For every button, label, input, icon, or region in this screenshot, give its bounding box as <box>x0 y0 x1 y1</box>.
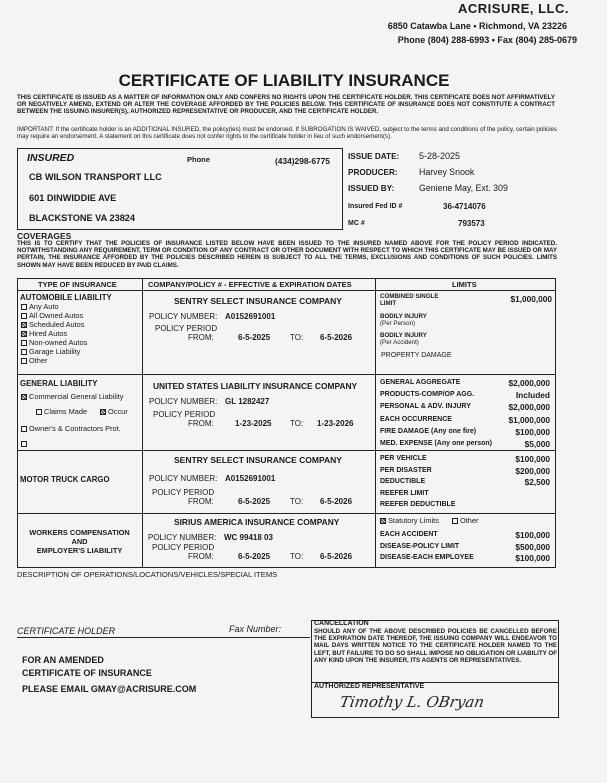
auto-option-scheduled: Scheduled Autos <box>21 320 87 329</box>
gl-policy-label: POLICY NUMBER: <box>149 397 218 406</box>
signature: Timothy L. OBryan <box>338 693 486 711</box>
limit-value: $200,000 <box>515 465 550 476</box>
checked-box-icon <box>380 518 386 524</box>
limit-value: Included <box>515 390 550 401</box>
cargo-policy-label: POLICY NUMBER: <box>149 474 218 483</box>
gl-policy-number: GL 1282427 <box>225 397 270 406</box>
header-limits: LIMITS <box>452 280 477 289</box>
limit-value: $2,000,000 <box>508 378 550 388</box>
important-notice: IMPORTANT: If the certificate holder is an ADDITIONAL INSURED, the policy(ies) must be endorsed. If SUBROGATION IS WAIVED, subject to the terms and conditions of the policy, certain policies may require an endorsement. A statement on this certificate does not confer rights to the certificate holder in lieu of such endorsement(s). <box>17 126 557 141</box>
auto-options <box>21 302 87 365</box>
limit-value: $2,500 <box>524 477 550 487</box>
limit-label: EACH ACCIDENT <box>380 531 438 538</box>
gl-from: 1-23-2025 <box>235 419 272 428</box>
auto-bi-person-sub: (Per Person) <box>380 320 416 327</box>
wc-from-label: FROM: <box>188 552 214 561</box>
issued-by-label: ISSUED BY: <box>348 184 395 193</box>
limit-value: $5,000 <box>524 439 550 449</box>
gl-owners: Owner's & Contractors Prot. <box>21 424 121 433</box>
gl-claims-made: Claims Made <box>36 407 87 416</box>
checkbox-icon <box>36 409 42 415</box>
checked-box-icon <box>100 409 106 415</box>
auto-company: SENTRY SELECT INSURANCE COMPANY <box>174 296 342 306</box>
issue-date-label: ISSUE DATE: <box>348 152 400 161</box>
coverages-heading: COVERAGES <box>17 231 72 241</box>
limit-label: REEFER DEDUCTIBLE <box>380 501 456 508</box>
checkbox-icon <box>21 313 27 319</box>
insured-phone-label: Phone <box>187 155 210 164</box>
fed-id: 36-4714076 <box>443 202 486 211</box>
holder-label: CERTIFICATE HOLDER <box>17 626 116 636</box>
fed-id-label: Insured Fed ID # <box>348 203 403 210</box>
limit-label: PRODUCTS-COMP/OP AGG. <box>380 391 475 399</box>
checkbox-icon <box>21 358 27 364</box>
limit-value: $500,000 <box>515 541 550 552</box>
wc-other: Other <box>452 516 478 525</box>
header-type: TYPE OF INSURANCE <box>38 280 117 289</box>
limit-label: DISEASE-POLICY LIMIT <box>380 542 460 550</box>
cargo-policy-number: A0152691001 <box>225 474 276 483</box>
checkbox-icon <box>452 518 458 524</box>
insured-phone: (434)298-6775 <box>275 156 330 166</box>
wc-title-line2: AND <box>71 537 88 546</box>
auto-csl-label: COMBINED SINGLE LIMIT <box>380 293 439 308</box>
cargo-from: 6-5-2025 <box>238 497 271 506</box>
insured-street: 601 DINWIDDIE AVE <box>29 193 117 203</box>
wc-title <box>17 528 142 555</box>
checked-box-icon <box>21 394 27 400</box>
cargo-to-label: TO: <box>290 497 304 506</box>
checkbox-icon <box>21 304 27 310</box>
checked-box-icon <box>21 322 27 328</box>
auto-csl-value: $1,000,000 <box>510 294 552 304</box>
auto-period-label: POLICY PERIOD <box>155 324 218 333</box>
holder-line3: PLEASE EMAIL GMAY@ACRISURE.COM <box>22 684 197 694</box>
limit-value: $100,000 <box>515 530 550 540</box>
gl-to-label: TO: <box>290 419 304 428</box>
limit-value: $1,000,000 <box>508 414 550 425</box>
limit-label: PERSONAL & ADV. INJURY <box>380 403 471 411</box>
issue-date: 5-28-2025 <box>419 151 461 161</box>
limit-label: FIRE DAMAGE (Any one fire) <box>380 427 477 435</box>
fax-label: Fax Number: <box>229 624 282 634</box>
header-company: COMPANY/POLICY # - EFFECTIVE & EXPIRATION DATES <box>148 280 352 289</box>
cargo-from-label: FROM: <box>188 497 214 506</box>
gl-period-label: POLICY PERIOD <box>153 410 216 419</box>
wc-to: 6-5-2026 <box>320 552 353 561</box>
gl-occur: Occur <box>100 407 128 416</box>
checked-box-icon <box>21 331 27 337</box>
holder-line2: CERTIFICATE OF INSURANCE <box>22 668 152 678</box>
auto-option-nonowned: Non-owned Autos <box>21 338 87 347</box>
gl-blank-option <box>21 439 29 448</box>
authorized-rep-label: AUTHORIZED REPRESENTATIVE <box>314 683 425 690</box>
wc-company: SIRIUS AMERICA INSURANCE COMPANY <box>174 517 340 527</box>
auto-from-label: FROM: <box>188 333 214 342</box>
coverages-text: THIS IS TO CERTIFY THAT THE POLICIES OF INSURANCE LISTED BELOW HAVE BEEN ISSUED TO THE INSURED NAMED ABOVE FOR THE POLICY PERIOD INDICATED. NOTWITHSTANDING ANY REQUIREMENT, TERM OR CONDITION OF ANY CONTRACT OR OTHER DOCUMENT WITH RESPECT TO WHICH THIS CERTIFICATE MAY BE ISSUED OR MAY PERTAIN, THE INSURANCE AFFORDED BY THE POLICIES DESCRIBED HEREIN IS SUBJECT TO ALL THE TERMS, EXCLUSIONS AND CONDITIONS OF SUCH POLICIES. LIMITS SHOWN MAY HAVE BEEN REDUCED BY PAID CLAIMS. <box>17 240 557 269</box>
checkbox-icon <box>21 426 27 432</box>
cancellation-text: SHOULD ANY OF THE ABOVE DESCRIBED POLICIES BE CANCELLED BEFORE THE EXPIRATION DATE THEREOF, THE ISSUING COMPANY WILL ENDEAVOR TO MAIL DAYS WRITTEN NOTICE TO THE CERTIFICATE HOLDER NAMED TO THE LEFT, BUT FAILURE TO DO SO SHALL IMPOSE NO OBLIGATION OR LIABILITY OF ANY KIND UPON THE INSURER, ITS AGENTS OR REPRESENTATIVES. <box>314 628 557 664</box>
limit-label: PER VEHICLE <box>380 455 427 462</box>
limit-value: $100,000 <box>515 553 550 563</box>
holder-line1: FOR AN AMENDED <box>22 655 104 665</box>
limit-label: GENERAL AGGREGATE <box>380 379 461 386</box>
issued-by: Geniene May, Ext. 309 <box>419 183 508 193</box>
cancellation-heading: CANCELLATION <box>314 620 369 627</box>
limit-label: MED. EXPENSE (Any one person) <box>380 440 493 447</box>
auto-option-garage: Garage Liability <box>21 347 87 356</box>
wc-period-label: POLICY PERIOD <box>152 543 215 552</box>
limit-value: $100,000 <box>515 454 550 464</box>
wc-to-label: TO: <box>290 552 304 561</box>
gl-to: 1-23-2026 <box>317 419 354 428</box>
certificate-title: CERTIFICATE OF LIABILITY INSURANCE <box>118 71 450 90</box>
checkbox-icon <box>21 349 27 355</box>
limit-label: DISEASE-EACH EMPLOYEE <box>380 554 474 561</box>
gl-title: GENERAL LIABILITY <box>20 379 98 388</box>
agency-name: ACRISURE, LLC. <box>458 1 569 16</box>
agency-phones: Phone (804) 288-6993 • Fax (804) 285-0679 <box>397 35 577 45</box>
agency-address: 6850 Catawba Lane • Richmond, VA 23226 <box>387 21 567 31</box>
description-label: DESCRIPTION OF OPERATIONS/LOCATIONS/VEHICLES/SPECIAL ITEMS <box>17 570 278 579</box>
auto-bi-accident-label: BODILY INJURY <box>380 332 427 339</box>
auto-option-hired: Hired Autos <box>21 329 87 338</box>
checkbox-icon <box>21 340 27 346</box>
disclaimer: THIS CERTIFICATE IS ISSUED AS A MATTER OF INFORMATION ONLY AND CONFERS NO RIGHTS UPON THE CERTIFICATE HOLDER. THIS CERTIFICATE DOES NOT AFFIRMATIVELY OR NEGATIVELY AMEND, EXTEND OR ALTER THE COVERAGE AFFORDED BY THE POLICIES BELOW. THIS CERTIFICATE OF INSURANCE DOES NOT CONSTITUTE A CONTRACT BETWEEN THE ISSUING INSURER(S), AUTHORIZED REPRESENTATIVE OR PRODUCER, AND THE CERTIFICATE HOLDER. <box>17 94 555 116</box>
auto-bi-person-label: BODILY INJURY <box>380 313 427 320</box>
limit-value: $100,000 <box>515 426 550 437</box>
limit-label: DEDUCTIBLE <box>380 478 426 485</box>
producer: Harvey Snook <box>419 167 475 177</box>
cargo-title: MOTOR TRUCK CARGO <box>20 475 110 484</box>
wc-policy-label: POLICY NUMBER: <box>148 533 217 542</box>
wc-title-line3: EMPLOYER'S LIABILITY <box>36 546 123 555</box>
auto-to-label: TO: <box>290 333 304 342</box>
gl-company: UNITED STATES LIABILITY INSURANCE COMPANY <box>153 381 358 391</box>
mc-number: 793573 <box>458 219 485 228</box>
limit-label: REEFER LIMIT <box>380 489 429 497</box>
insured-city: BLACKSTONE VA 23824 <box>29 213 136 223</box>
auto-pd-label: PROPERTY DAMAGE <box>381 352 452 359</box>
mc-label: MC # <box>348 220 365 227</box>
auto-to: 6-5-2026 <box>320 333 353 342</box>
auto-option-owned: All Owned Autos <box>21 311 87 320</box>
auto-option-other: Other <box>21 356 87 365</box>
wc-policy-number: WC 99418 03 <box>224 533 273 542</box>
cargo-to: 6-5-2026 <box>320 497 353 506</box>
auto-option-any: Any Auto <box>21 302 87 311</box>
auto-policy-label: POLICY NUMBER: <box>149 312 218 321</box>
limit-value: $2,000,000 <box>508 402 550 413</box>
auto-from: 6-5-2025 <box>238 333 271 342</box>
producer-label: PRODUCER: <box>348 168 398 177</box>
auto-bi-accident-sub: (Per Accident) <box>380 339 419 346</box>
cargo-period-label: POLICY PERIOD <box>152 488 215 497</box>
wc-statutory: Statutory Limits <box>380 516 439 525</box>
auto-policy-number: A0152691001 <box>225 312 276 321</box>
insured-label: INSURED <box>27 152 75 164</box>
gl-commercial: Commercial General Liability <box>21 392 123 401</box>
wc-title-line1: WORKERS COMPENSATION <box>29 528 130 537</box>
gl-from-label: FROM: <box>188 419 214 428</box>
insured-name: CB WILSON TRANSPORT LLC <box>29 172 162 182</box>
wc-from: 6-5-2025 <box>238 552 271 561</box>
cargo-company: SENTRY SELECT INSURANCE COMPANY <box>174 455 342 465</box>
auto-title: AUTOMOBILE LIABILITY <box>20 293 112 302</box>
limit-label: PER DISASTER <box>380 466 432 474</box>
limit-label: EACH OCCURRENCE <box>380 415 452 423</box>
checkbox-icon <box>21 441 27 447</box>
